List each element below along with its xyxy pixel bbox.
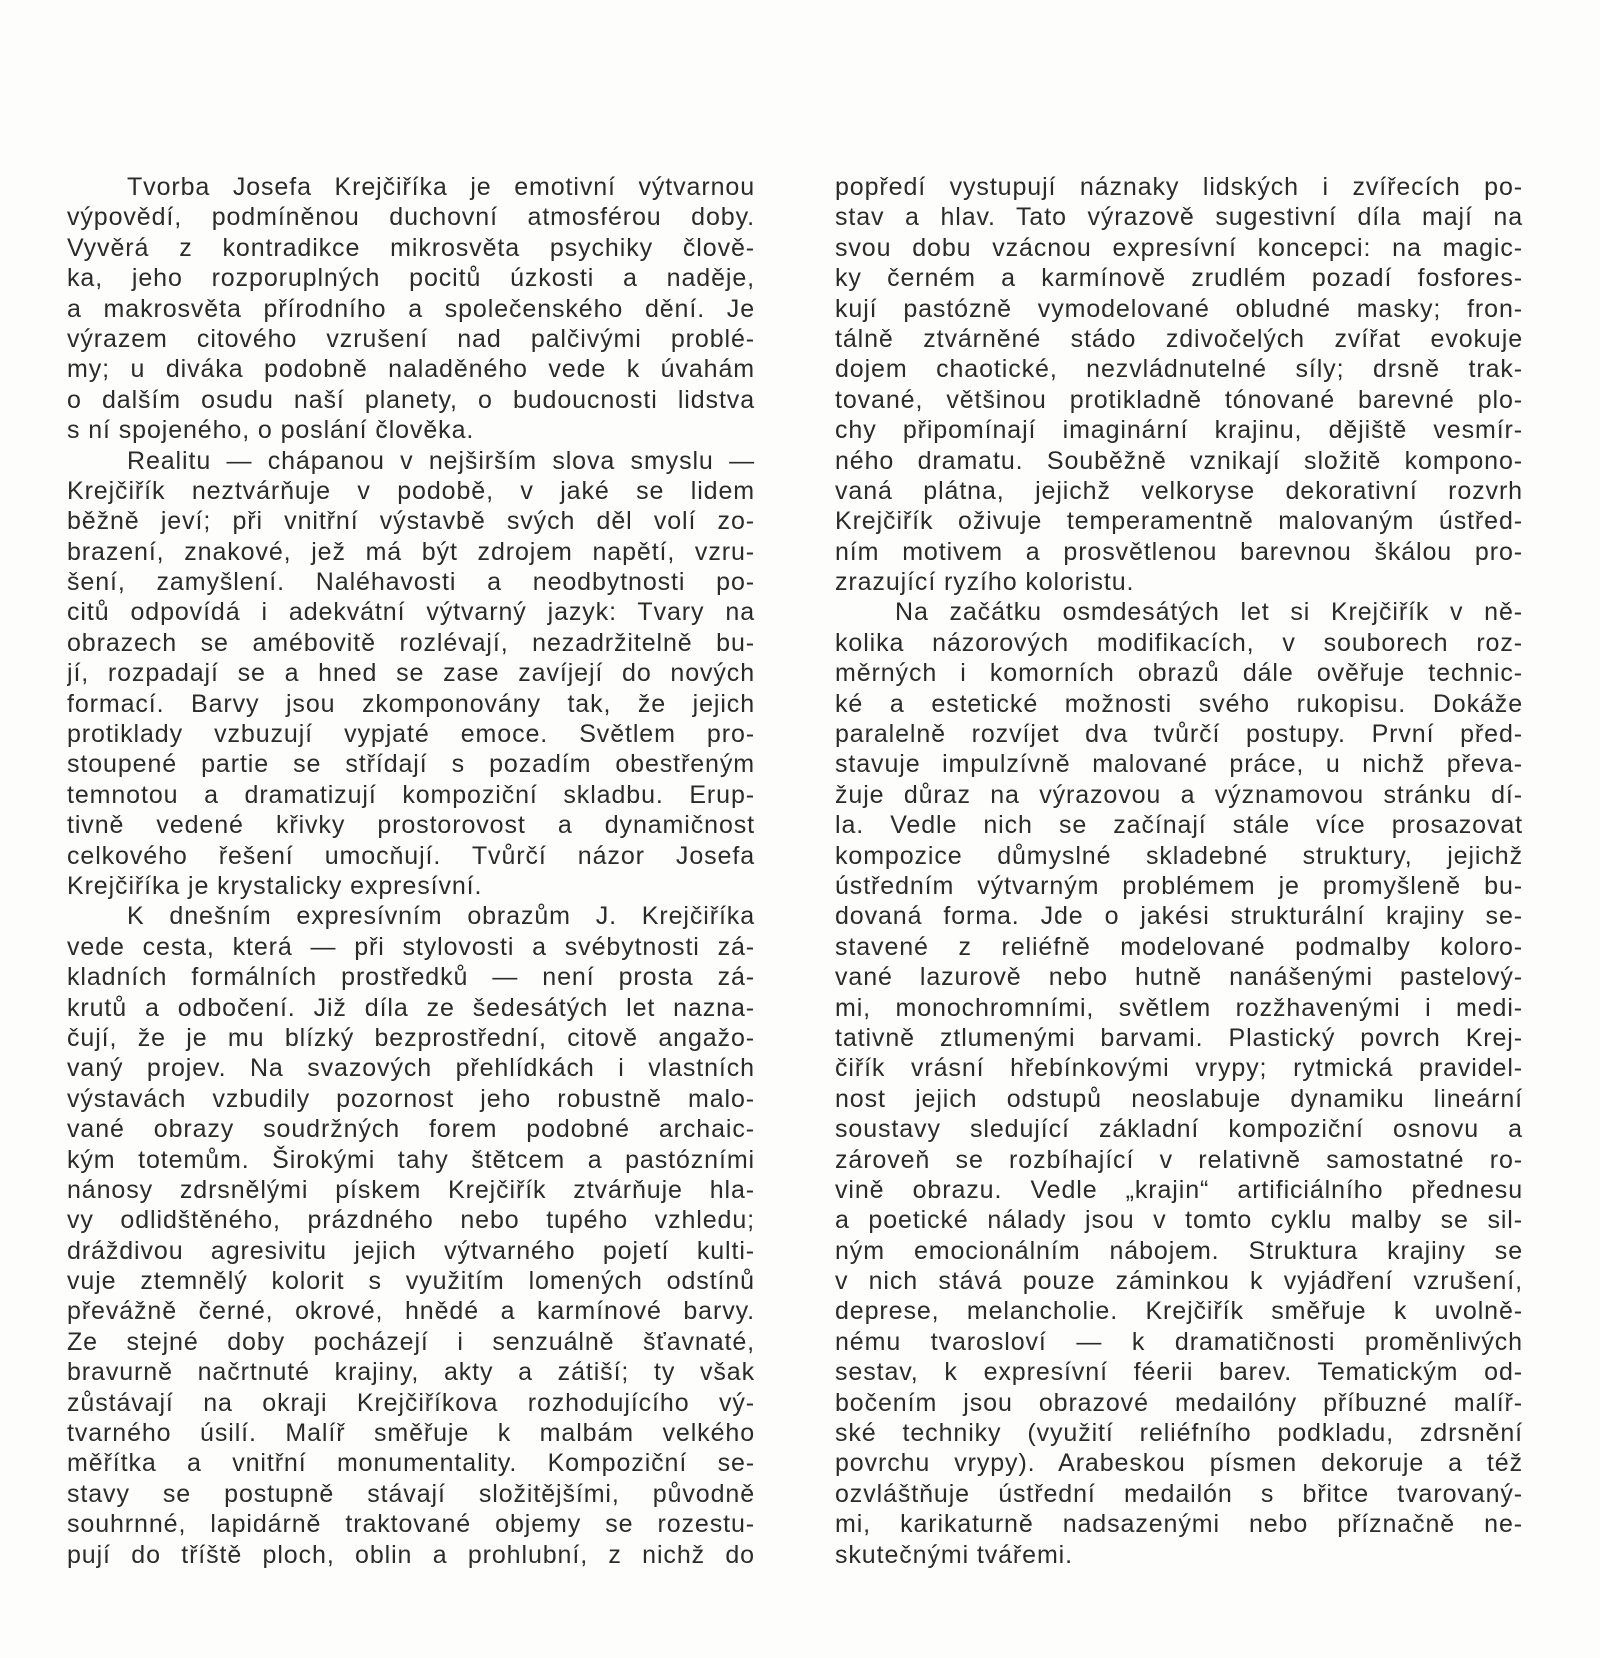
text-line: svou dobu vzácnou expresívní koncepci: na magic- (835, 233, 1523, 262)
text-line: vané lazurově nebo hutně nanášenými pastelový- (835, 963, 1523, 992)
text-line: dojem chaotické, nezvládnutelné síly; drsně trak- (835, 355, 1523, 384)
text-line: mi, karikaturně nadsazenými nebo příznačně ne- (835, 1510, 1523, 1539)
text-line: chy připomínají imaginární krajinu, dějiště vesmír- (835, 416, 1523, 445)
text-line: výpovědí, podmíněnou duchovní atmosférou doby. (67, 203, 755, 232)
text-line: zrazující ryzího koloristu. (835, 568, 1135, 597)
text-line: o dalším osudu naší planety, o budoucnosti lidstva (67, 385, 755, 414)
text-line: tované, většinou protikladně tónované barevné plo- (835, 385, 1523, 414)
text-line: ným emocionálním nábojem. Struktura krajiny se (835, 1236, 1523, 1265)
text-line: deprese, melancholie. Krejčiřík směřuje k uvolně- (835, 1297, 1523, 1326)
text-line: v nich stává pouze záminkou k vyjádření vzrušení, (835, 1267, 1523, 1296)
text-line: pují do tříště ploch, oblin a prohlubní, z nichž do (67, 1540, 755, 1569)
text-line: dráždivou agresivitu jejich výtvarného pojetí kulti- (67, 1236, 755, 1265)
text-line: vaný projev. Na svazových přehlídkách i vlastních (67, 1054, 755, 1083)
text-line: la. Vedle nich se začínají stále více prosazovat (835, 811, 1523, 840)
text-line: kují pastózně vymodelované obludné masky; fron- (835, 294, 1523, 323)
text-line: ozvláštňuje ústřední medailón s břitce tvarovaný- (835, 1479, 1523, 1508)
text-line: a makrosvěta přírodního a společenského dění. Je (67, 294, 755, 323)
text-line: kolika názorových modifikacích, v souborech roz- (835, 628, 1523, 657)
text-line: popředí vystupují náznaky lidských i zvířecích po- (835, 173, 1523, 201)
text-line: tálně ztvárněné stádo zdivočelých zvířat evokuje (835, 324, 1523, 353)
text-line: stavuje impulzívně malované práce, u nichž převa- (835, 750, 1523, 779)
text-line: souhrnné, lapidárně traktované objemy se rozestu- (67, 1510, 755, 1539)
text-line: a poetické nálady jsou v tomto cyklu malby se sil- (835, 1206, 1523, 1235)
text-line: my; u diváka podobně naladěného vede k úvahám (67, 355, 755, 384)
text-line: bravurně načrtnuté krajiny, akty a zátiší; ty však (67, 1358, 755, 1387)
text-line: obrazech se amébovitě rozlévají, nezadržitelně bu- (67, 628, 755, 657)
text-line: Krejčiříka je krystalicky expresívní. (67, 871, 483, 900)
text-column-right (835, 172, 1523, 1570)
text-line: temnotou a dramatizují kompoziční skladbu. Erup- (67, 780, 755, 809)
text-column-left (67, 172, 755, 1570)
text-line: povrchu vrypy). Arabeskou písmen dekoruje a též (835, 1449, 1523, 1478)
text-line: zároveň se rozbíhající v relativně samostatné ro- (835, 1145, 1523, 1174)
text-line: paralelně rozvíjet dva tvůrčí postupy. První před- (835, 720, 1523, 749)
text-line: dovaná forma. Jde o jakési strukturální krajiny se- (835, 902, 1523, 931)
text-line: sestav, k expresívní féerii barev. Tematickým od- (835, 1358, 1523, 1387)
text-line: krutů a odbočení. Již díla ze šedesátých let nazna- (67, 993, 755, 1022)
text-line: Krejčiřík oživuje temperamentně malovaným ústřed- (835, 507, 1523, 536)
text-line: vané obrazy soudržných forem podobné archaic- (67, 1115, 755, 1144)
text-line: jí, rozpadají se a hned se zase zavíjejí do nových (67, 659, 755, 688)
text-line: měřítka a vnitřní monumentality. Kompoziční se- (67, 1449, 755, 1478)
text-line: Ze stejné doby pocházejí i senzuálně šťavnaté, (67, 1327, 755, 1356)
text-line: vině obrazu. Vedle „krajin“ artificiálního přednesu (835, 1175, 1523, 1204)
text-line: mi, monochromními, světlem rozžhavenými i medi- (835, 993, 1523, 1022)
text-line: zůstávají na okraji Krejčiříkova rozhodujícího vý- (67, 1388, 755, 1417)
text-line: stav a hlav. Tato výrazově sugestivní díla mají na (835, 203, 1523, 232)
text-line: ného dramatu. Souběžně vznikají složitě kompono- (835, 446, 1523, 475)
text-line: citů odpovídá i adekvátní výtvarný jazyk: Tvary na (67, 598, 755, 627)
text-line: Tvorba Josefa Krejčiříka je emotivní výtvarnou (127, 173, 755, 201)
text-line: soustavy sledující základní kompoziční osnovu a (835, 1115, 1523, 1144)
text-line: skutečnými tvářemi. (835, 1540, 1073, 1569)
text-line: protiklady vzbuzují vypjaté emoce. Světlem pro- (67, 720, 755, 749)
text-line: nost jejich odstupů neoslabuje dynamiku lineární (835, 1084, 1523, 1113)
text-line: vaná plátna, jejichž velkoryse dekorativní rozvrh (835, 476, 1523, 505)
text-line: tativně ztlumenými barvami. Plastický povrch Krej- (835, 1023, 1523, 1052)
text-line: měrných i komorních obrazů dále ověřuje technic- (835, 659, 1523, 688)
text-line: tivně vedené křivky prostorovost a dynamičnost (67, 811, 755, 840)
text-line: ka, jeho rozporuplných pocitů úzkosti a naděje, (67, 264, 755, 293)
text-line: stavené z reliéfně modelované podmalby koloro- (835, 932, 1523, 961)
text-line: převážně černé, okrové, hnědé a karmínové barvy. (67, 1297, 755, 1326)
text-line: nému tvarosloví — k dramatičnosti proměnlivých (835, 1327, 1523, 1356)
text-line: stavy se postupně stávají složitějšími, původně (67, 1479, 755, 1508)
text-line: celkového řešení umocňují. Tvůrčí názor Josefa (67, 841, 755, 870)
text-line: Vyvěrá z kontradikce mikrosvěta psychiky člově- (67, 233, 755, 262)
text-line: ské techniky (využití reliéfního podkladu, zdrsnění (835, 1419, 1523, 1448)
text-line: Realitu — chápanou v nejširším slova smyslu — (127, 446, 755, 475)
text-line: kompozice důmyslné skladebné struktury, jejichž (835, 841, 1523, 870)
text-line: stoupené partie se střídají s pozadím obestřeným (67, 750, 755, 779)
text-line: vede cesta, která — při stylovosti a svébytnosti zá- (67, 932, 755, 961)
text-line: Krejčiřík neztvárňuje v podobě, v jaké se lidem (67, 476, 755, 505)
text-line: výrazem citového vzrušení nad palčivými problé- (67, 324, 755, 353)
text-line: vuje ztemnělý kolorit s využitím lomených odstínů (67, 1267, 755, 1296)
text-line: kým totemům. Širokými tahy štětcem a pastózními (67, 1145, 755, 1174)
text-line: tvarného úsilí. Malíř směřuje k malbám velkého (67, 1419, 755, 1448)
text-line: vy odlidštěného, prázdného nebo tupého vzhledu; (67, 1206, 755, 1235)
text-line: ústředním výtvarným problémem je promyšleně bu- (835, 871, 1523, 900)
text-line: ky černém a karmínově zrudlém pozadí fosfores- (835, 264, 1523, 293)
text-line: K dnešním expresívním obrazům J. Krejčiříka (127, 902, 755, 931)
text-line: čují, že je mu blízký bezprostřední, citově angažo- (67, 1023, 755, 1052)
text-line: brazení, znakové, jež má být zdrojem napětí, vzru- (67, 537, 755, 566)
text-line: s ní spojeného, o poslání člověka. (67, 416, 475, 445)
text-line: čiřík vrásní hřebínkovými vrypy; rytmická pravidel- (835, 1054, 1523, 1083)
text-line: kladních formálních prostředků — není prosta zá- (67, 963, 755, 992)
text-line: formací. Barvy jsou zkomponovány tak, že jejich (67, 689, 755, 718)
text-line: Na začátku osmdesátých let si Krejčiřík v ně- (895, 598, 1523, 627)
text-line: ké a estetické možnosti svého rukopisu. Dokáže (835, 689, 1523, 718)
text-line: šení, zamyšlení. Naléhavosti a neodbytnosti po- (67, 568, 755, 597)
text-line: žuje důraz na výrazovou a významovou stránku dí- (835, 780, 1523, 809)
text-line: bočením jsou obrazové medailóny příbuzné malíř- (835, 1388, 1523, 1417)
text-line: výstavách vzbudily pozornost jeho robustně malo- (67, 1084, 755, 1113)
text-line: ním motivem a prosvětlenou barevnou škálou pro- (835, 537, 1523, 566)
text-line: běžně jeví; při vnitřní výstavbě svých děl volí zo- (67, 507, 755, 536)
text-line: nánosy zdrsnělými pískem Krejčiřík ztvárňuje hla- (67, 1175, 755, 1204)
